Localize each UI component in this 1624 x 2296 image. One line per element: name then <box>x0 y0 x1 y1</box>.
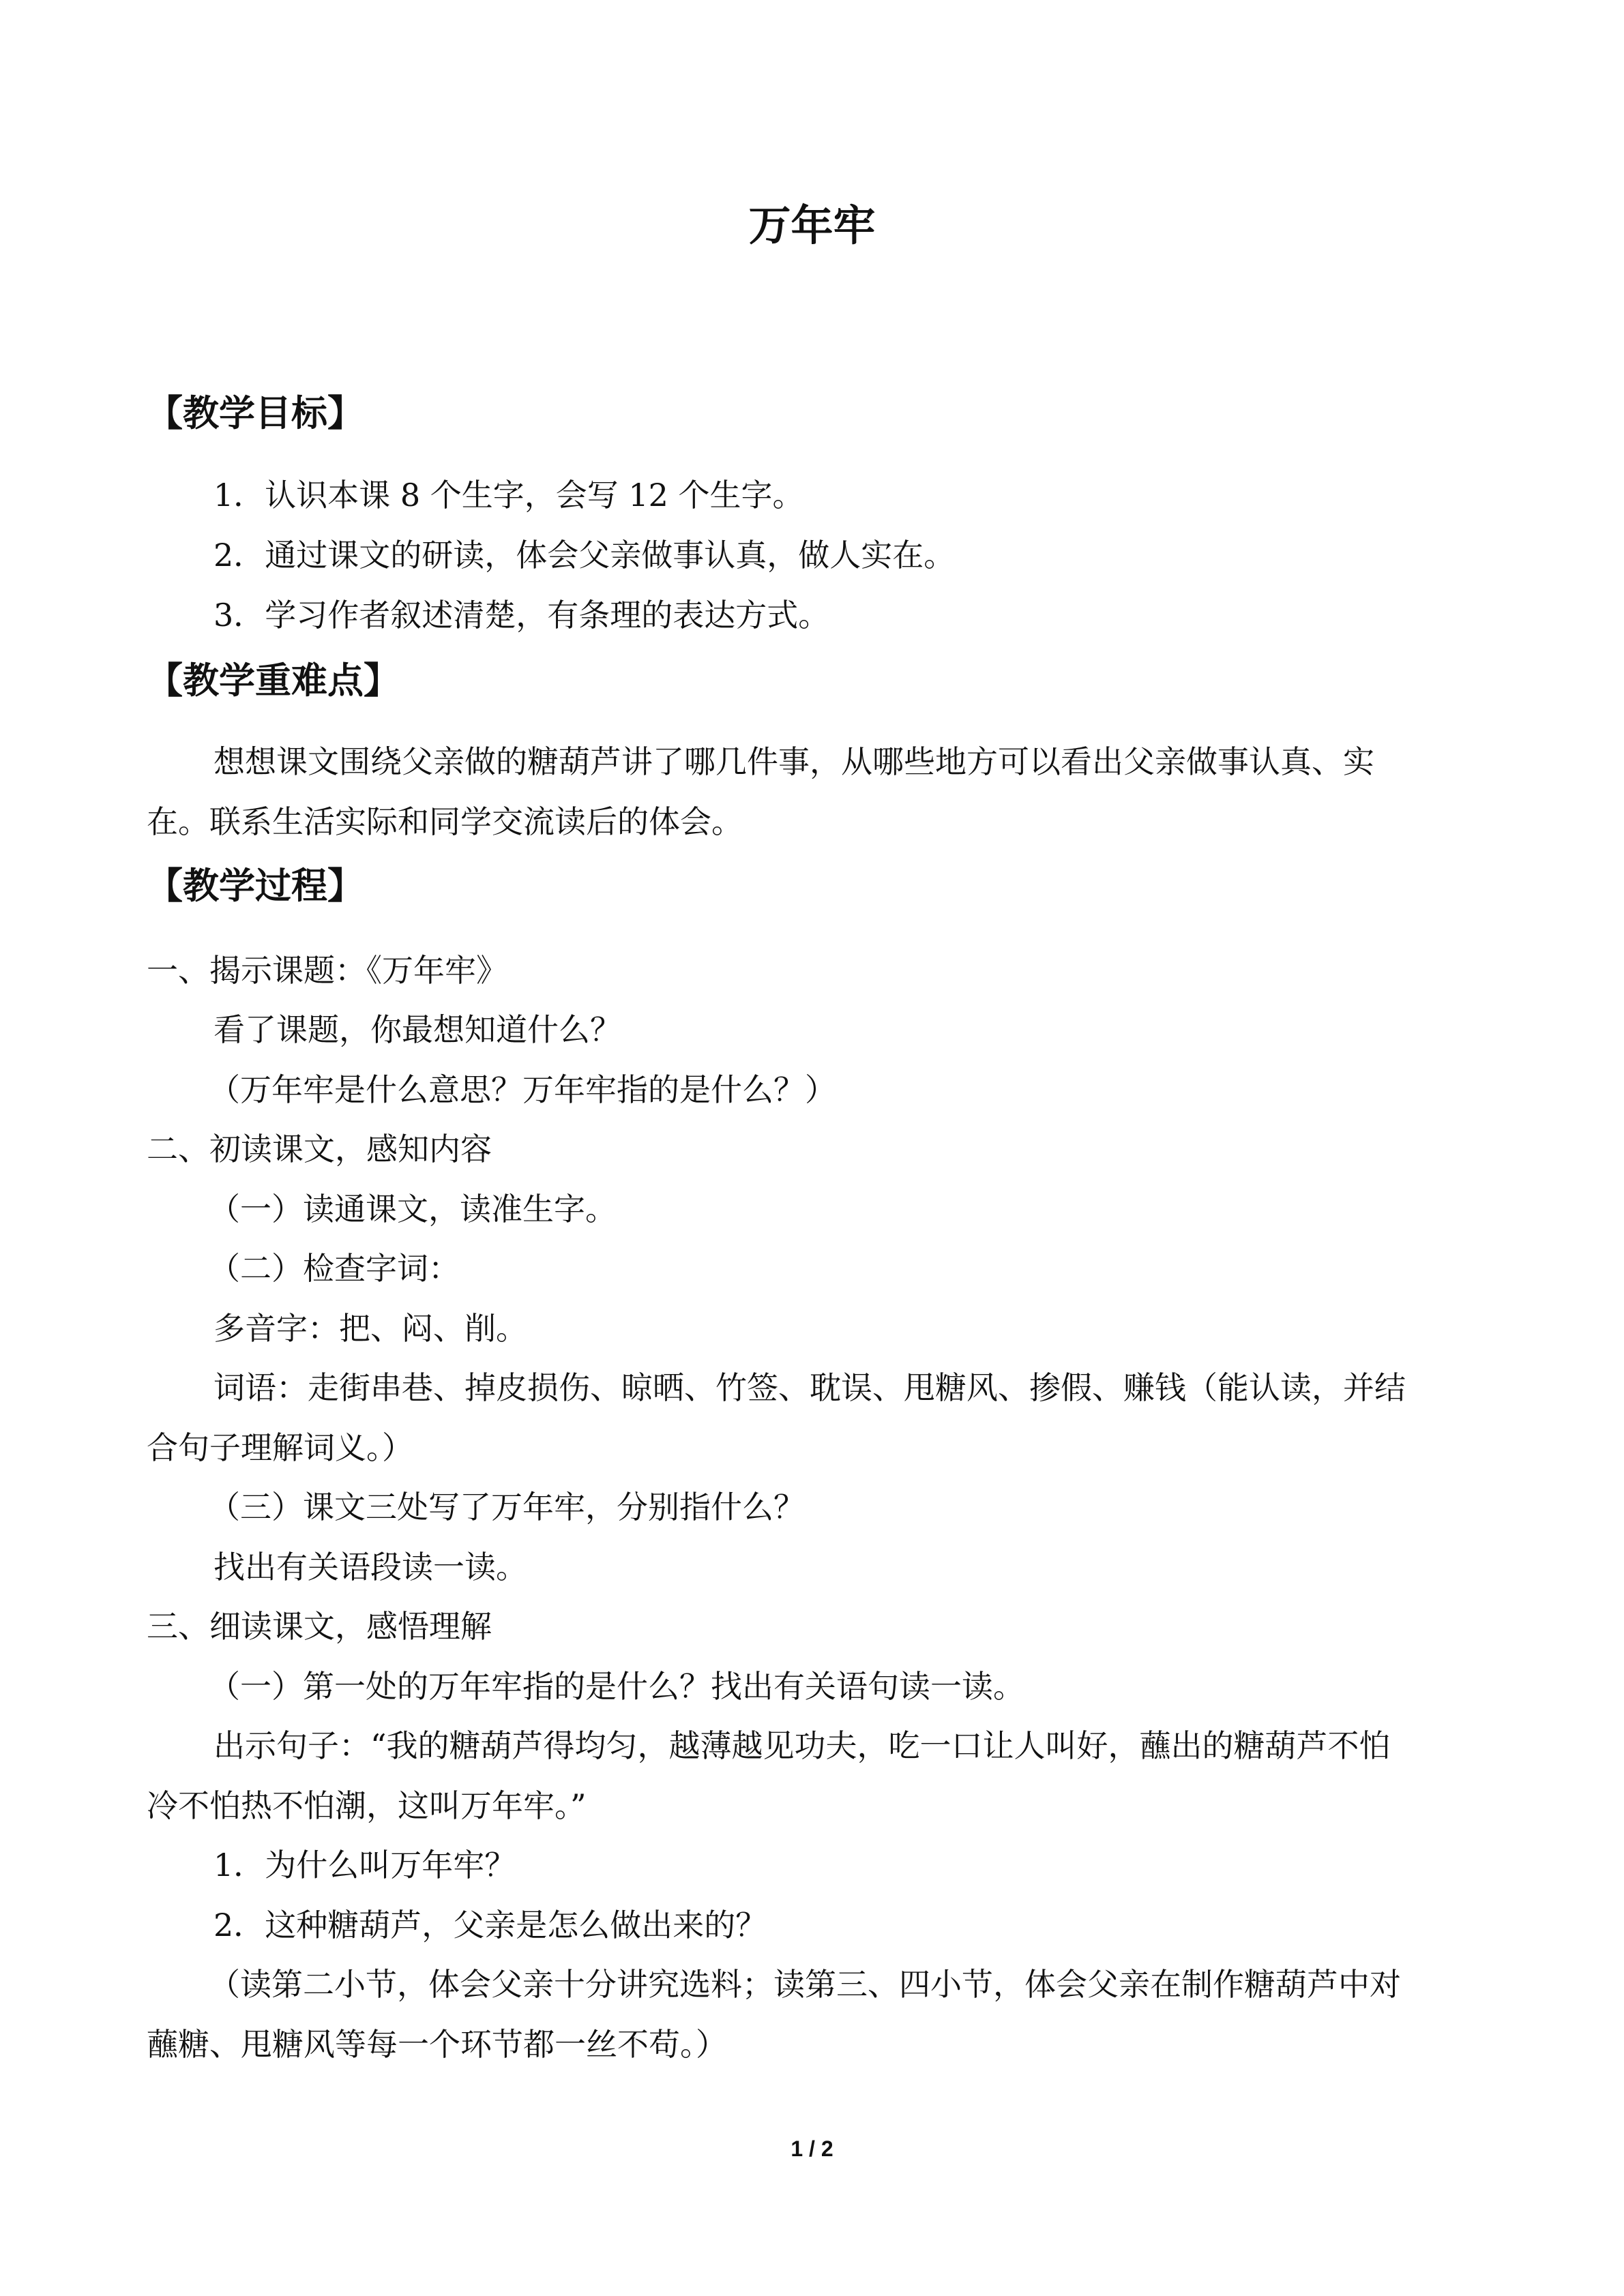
process-line: 蘸糖、甩糖风等每一个环节都一丝不苟。） <box>147 2026 727 2063</box>
heading-key-points: 【教学重难点】 <box>147 660 400 702</box>
heading-teaching-goals: 【教学目标】 <box>147 393 364 434</box>
goal-item: 3．学习作者叙述清楚，有条理的表达方式。 <box>213 597 830 633</box>
process-line: （一）第一处的万年牢指的是什么？找出有关语句读一读。 <box>209 1668 1024 1705</box>
process-line: （三）课文三处写了万年牢，分别指什么？ <box>209 1489 805 1525</box>
goal-item: 1．认识本课 8 个生字，会写 12 个生字。 <box>213 477 804 513</box>
process-line: （二）检查字词： <box>209 1250 460 1287</box>
process-line: 2．这种糖葫芦，父亲是怎么做出来的？ <box>213 1907 767 1943</box>
heading-teaching-process: 【教学过程】 <box>147 865 364 907</box>
process-line: 1．为什么叫万年牢？ <box>213 1847 516 1883</box>
process-line: 三、细读课文，感悟理解 <box>147 1608 492 1645</box>
process-line: 看了课题，你最想知道什么？ <box>213 1011 621 1048</box>
process-line: 一、揭示课题：《万年牢》 <box>147 952 507 989</box>
goal-item: 2．通过课文的研读，体会父亲做事认真，做人实在。 <box>213 537 956 573</box>
process-line: 二、初读课文，感知内容 <box>147 1131 492 1167</box>
process-line: （读第二小节，体会父亲十分讲究选料；读第三、四小节，体会父亲在制作糖葫芦中对 <box>209 1966 1401 2003</box>
process-line: 冷不怕热不怕潮，这叫万年牢。” <box>147 1787 587 1824</box>
process-line: （万年牢是什么意思？万年牢指的是什么？） <box>209 1071 836 1108</box>
process-line: （一）读通课文，读准生字。 <box>209 1191 617 1227</box>
process-line: 多音字：把、闷、削。 <box>213 1310 527 1347</box>
page-number: 1 / 2 <box>791 2136 833 2161</box>
process-line: 出示句子：“我的糖葫芦得均匀，越薄越见功夫，吃一口让人叫好，蘸出的糖葫芦不怕 <box>213 1727 1391 1764</box>
key-text-line: 在。联系生活实际和同学交流读后的体会。 <box>147 803 743 840</box>
page-title: 万年牢 <box>748 200 876 250</box>
process-line: 词语：走街串巷、掉皮损伤、晾晒、竹签、耽误、甩糖风、掺假、赚钱（能认读，并结 <box>213 1369 1406 1406</box>
process-line: 找出有关语段读一读。 <box>213 1549 527 1585</box>
key-text-line: 想想课文围绕父亲做的糖葫芦讲了哪几件事，从哪些地方可以看出父亲做事认真、实 <box>213 743 1374 780</box>
process-line: 合句子理解词义。） <box>147 1429 413 1466</box>
